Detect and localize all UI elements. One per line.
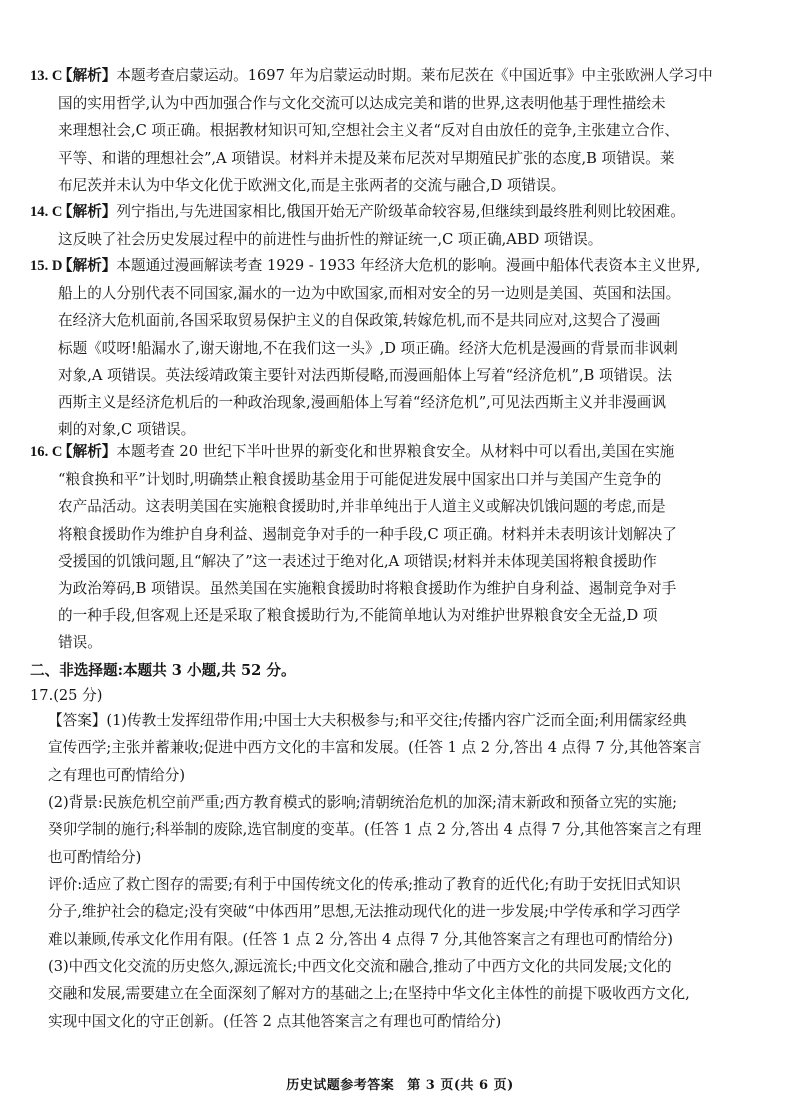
item-text-line: 对象,A 项错误。英法绥靖政策主要针对法西斯侵略,而漫画船体上写着“经济危机”,B 项错误。法	[58, 366, 672, 384]
answer-text-line: 之有理也可酌情给分)	[48, 766, 186, 784]
analysis-tag: 【解析】	[58, 443, 117, 460]
footer-page-number: 第 3 页(共 6 页)	[407, 1078, 514, 1093]
answer-text-line: (2)背景:民族危机空前严重;西方教育模式的影响;清朝统治危机的加深;清末新政和预备立宪的实施;	[48, 794, 678, 811]
answer-part-2-background	[48, 789, 778, 871]
item-text-line: 这反映了社会历史发展过程中的前进性与曲折性的辩证统一,C 项正确,ABD 项错误。	[58, 231, 603, 249]
item-text-line: 来理想社会,C 项正确。根据教材知识可知,空想社会主义者“反对自由放任的竞争,主张建立合作、	[58, 122, 679, 140]
item-text-line: 刺的对象,C 项错误。	[58, 421, 196, 439]
analysis-tag: 【解析】	[58, 67, 117, 84]
item-text-line: 将粮食援助作为维护自身利益、遏制竞争对手的一种手段,C 项正确。材料并未表明该计划解决了	[58, 525, 677, 543]
answer-text-line: 分子,维护社会的稳定;没有突破“中体西用”思想,无法推动现代化的进一步发展;中学传承和学习西学	[48, 903, 681, 921]
item-text-line: 西斯主义是经济危机后的一种政治现象,漫画船体上写着“经济危机”,可见法西斯主义并非漫画讽	[58, 394, 666, 412]
item-text-line: 平等、和谐的理想社会”,A 项错误。材料并未提及莱布尼茨对早期殖民扩张的态度,B 项错误。莱	[58, 149, 675, 167]
item-14	[30, 198, 775, 253]
item-text-line: 标题《哎呀!船漏水了,谢天谢地,不在我们这一头》,D 项正确。经济大危机是漫画的背景而非讽刺	[58, 339, 678, 357]
answer-text-line: 难以兼顾,传承文化作用有限。(任答 1 点 2 分,答出 4 点得 7 分,其他答案言之有理也可酌情给分)	[48, 930, 673, 948]
answer-text-line: (3)中西文化交流的历史悠久,源远流长;中西文化交流和融合,推动了中西方文化的共同发展;文化的	[48, 958, 672, 975]
answer-text-line: 评价:适应了救亡图存的需要;有利于中国传统文化的传承;推动了教育的近代化;有助于安抚旧式知识	[48, 876, 681, 893]
item-text-line: 农产品活动。这表明美国在实施粮食援助时,并非单纯出于人道主义或解决饥饿问题的考虑,而是	[58, 498, 666, 516]
item-text-line: 本题通过漫画解读考查 1929 - 1933 年经济大危机的影响。漫画中船体代表资本主义世界,	[116, 257, 701, 274]
answer-part-3	[48, 953, 778, 1035]
answer-text-line: 交融和发展,需要建立在全面深刻了解对方的基础之上;在坚持中华文化主体性的前提下吸收西方文化,	[48, 985, 690, 1003]
item-13	[30, 62, 775, 199]
item-text-line: 受援国的饥饿问题,且“解决了”这一表述过于绝对化,A 项错误;材料并未体现美国将粮食援助作	[58, 552, 657, 570]
question-17-heading: 17.(25 分)	[30, 687, 103, 704]
item-15	[30, 252, 775, 443]
item-text-line: 本题考查 20 世纪下半叶世界的新变化和世界粮食安全。从材料中可以看出,美国在实施	[116, 443, 675, 460]
analysis-tag: 【解析】	[58, 257, 117, 274]
item-text-line: 布尼茨并未认为中华文化优于欧洲文化,而是主张两者的交流与融合,D 项错误。	[58, 176, 566, 194]
item-text-line: 本题考查启蒙运动。1697 年为启蒙运动时期。莱布尼茨在《中国近事》中主张欧洲人学习中	[116, 67, 713, 84]
answer-part-1	[48, 707, 778, 789]
footer-doc-title: 历史试题参考答案	[286, 1078, 395, 1093]
item-number: 13. C	[30, 68, 63, 84]
answer-text-line: 宣传西学;主张并蓄兼收;促进中西方文化的丰富和发展。(任答 1 点 2 分,答出 4 点得 7 分,其他答案言	[48, 739, 702, 757]
item-number: 16. C	[30, 444, 63, 460]
item-number: 14. C	[30, 204, 63, 220]
analysis-tag: 【解析】	[58, 203, 117, 220]
item-text-line: 的一种手段,但客观上还是采取了粮食援助行为,不能简单地认为对维护世界粮食安全无益,D 项	[58, 607, 658, 625]
section-title: 二、非选择题:本题共 3 小题,共 52 分。	[30, 662, 296, 679]
answer-text-line: 实现中国文化的守正创新。(任答 2 点其他答案言之有理也可酌情给分)	[48, 1012, 502, 1030]
page-footer	[0, 1074, 800, 1093]
answer-part-2-evaluation	[48, 871, 778, 953]
answer-text-line: 癸卯学制的施行;科举制的废除,选官制度的变革。(任答 1 点 2 分,答出 4 点得 7 分,其他答案言之有理	[48, 821, 702, 839]
item-text-line: 列宁指出,与先进国家相比,俄国开始无产阶级革命较容易,但继续到最终胜利则比较困难。	[116, 203, 685, 220]
answer-text-line: 【答案】(1)传教士发挥纽带作用;中国士大夫积极参与;和平交往;传播内容广泛而全面;利用儒家经典	[48, 712, 687, 729]
item-text-line: 国的实用哲学,认为中西加强合作与文化交流可以达成完美和谐的世界,这表明他基于理性描绘未	[58, 95, 666, 113]
item-16	[30, 438, 775, 657]
item-text-line: “粮食换和平”计划时,明确禁止粮食援助基金用于可能促进发展中国家出口并与美国产生竞争的	[58, 471, 662, 489]
answer-text-line: 也可酌情给分)	[48, 848, 142, 866]
item-text-line: 在经济大危机面前,各国采取贸易保护主义的自保政策,转嫁危机,而不是共同应对,这契合了漫画	[58, 312, 661, 330]
item-number: 15. D	[30, 258, 63, 274]
item-text-line: 船上的人分别代表不同国家,漏水的一边为中欧国家,而相对安全的另一边则是美国、英国和法国。	[58, 285, 681, 303]
item-text-line: 为政治筹码,B 项错误。虽然美国在实施粮食援助时将粮食援助作为维护自身利益、遏制竞争对手	[58, 580, 677, 598]
item-text-line: 错误。	[58, 634, 102, 652]
